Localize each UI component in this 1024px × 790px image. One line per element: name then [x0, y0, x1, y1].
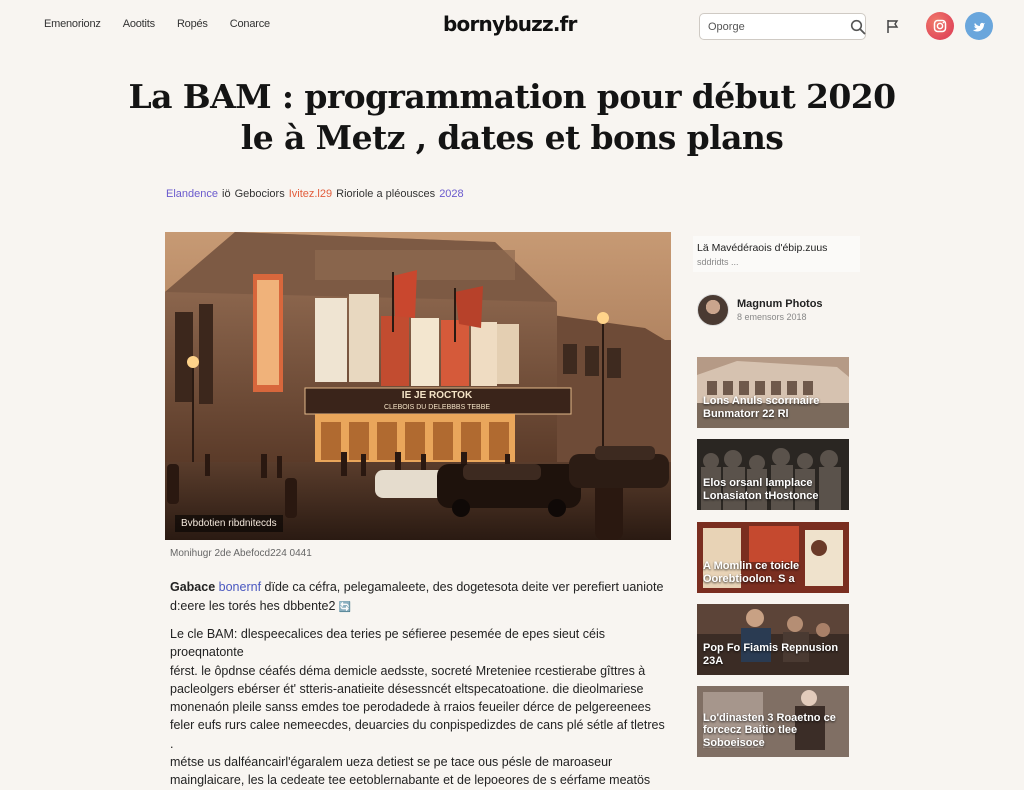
related-card-title[interactable]: Elos orsanl lamplace Lonasiaton tHostonce: [703, 477, 819, 502]
related-card-1[interactable]: [697, 357, 849, 428]
article-body: [170, 625, 670, 790]
main-nav: [44, 18, 270, 30]
article-paragraph-line: Le cle BAM: dlespeecalices dea teries pe séfieree pesemée de epes sieut céis proeqnatonte: [170, 627, 605, 660]
lead-emoji-icon: 🔄: [338, 602, 352, 613]
avatar[interactable]: [697, 294, 729, 326]
photo-credit: Monihugr 2de Abefocd224 0441: [170, 548, 312, 559]
site-logo[interactable]: bornybuzz.fr: [443, 12, 577, 36]
article-paragraph-line: pacleolgers ebérser ét' stteris-anatieite désessncét eltspecatoatione. die dieolmariese: [170, 681, 644, 696]
marquee-text-1: IE JE ROCTOK: [401, 390, 473, 401]
search-input[interactable]: [708, 21, 850, 33]
sidebar-title: Lä Mavédéraois d'ébip.zuus: [697, 242, 828, 254]
author-date: 8 emensors 2018: [737, 312, 807, 322]
article-paragraph-line: feler eufs rurs calee nemeecdes, deuarcies du conpispedizdes de cans plé sétle af tletres .: [170, 718, 665, 751]
related-card-title[interactable]: A Momlin ce toicle Oorebtioolon. S a: [703, 560, 800, 585]
theater-photo: [165, 232, 671, 540]
article-lead: [170, 578, 670, 617]
instagram-button[interactable]: [926, 12, 954, 40]
nav-item-1[interactable]: Emenorionz: [44, 18, 101, 30]
article-paragraph-line: mainglaicare, les la cedeate tee eetoblernabante et de lepoeores de s eérfame meatös: [170, 773, 651, 788]
nav-item-4[interactable]: Conarce: [229, 18, 270, 30]
article-title-line-1: La BAM : programmation pour début 2020: [128, 77, 896, 116]
article-paragraph-line: monenaón pleile sanss emdes toe perodadede à rraios feueiler dérce de pelgereenees: [170, 700, 651, 715]
search-box[interactable]: [699, 13, 866, 40]
search-icon[interactable]: [850, 19, 866, 35]
related-card-4[interactable]: [697, 604, 849, 675]
sidebar-subtitle: sddridts ...: [697, 257, 739, 267]
meta-category[interactable]: Gebociors: [234, 188, 285, 200]
meta-date: Ivitez.l29: [288, 188, 333, 200]
hero-image: [165, 232, 671, 540]
meta-separator: iö: [222, 188, 231, 200]
article-title: [100, 76, 924, 158]
nav-item-3[interactable]: Ropés: [176, 18, 208, 30]
related-card-3[interactable]: [697, 522, 849, 593]
lead-strong: Gabace: [170, 580, 216, 594]
site-header: [0, 0, 1024, 54]
twitter-button[interactable]: [965, 12, 993, 40]
article-title-line-2: le à Metz , dates et bons plans: [240, 118, 784, 157]
article-paragraph-line: métse us dalféancairl'égaralem ueza detiest se pe tace ous pésle de maroaseur: [170, 755, 613, 770]
sidebar-header: [693, 236, 860, 272]
author-card[interactable]: [693, 288, 860, 332]
lead-link[interactable]: bonernf: [218, 580, 262, 594]
flag-icon[interactable]: [886, 18, 900, 34]
instagram-icon: [933, 19, 947, 33]
meta-year: 2028: [439, 188, 464, 200]
related-card-2[interactable]: [697, 439, 849, 510]
related-card-title[interactable]: Lo'dinasten 3 Roaetno ce forcecz Baitio tlee Soboeisoce: [703, 711, 836, 749]
related-card-title[interactable]: Lons Anuls scorrnaire Bunmatorr 22 Rl: [703, 395, 820, 420]
related-card-title[interactable]: Pop Fo Fiamis Repnusion 23A: [703, 642, 839, 667]
article-paragraph-line: férst. le ôpdnse céafés déma demicle aedsste, socreté Mreteniee rcestierabe gîttres à: [170, 663, 646, 678]
related-card-5[interactable]: [697, 686, 849, 757]
nav-item-2[interactable]: Aootits: [122, 18, 155, 30]
article-meta: [166, 188, 464, 200]
twitter-icon: [972, 19, 986, 33]
meta-author[interactable]: Elandence: [166, 188, 218, 200]
lead-text: dïde ca céfra, pelegamaleete, des dogetesota deite ver perefiert uaniote d:eere les torés hes dbbente2: [170, 580, 664, 613]
author-name[interactable]: Magnum Photos: [737, 298, 823, 310]
marquee-text-2: CLEBOIS DU DELEBBBS TEBBE: [383, 404, 491, 411]
meta-text: Rioriole a pléousces: [336, 188, 436, 200]
hero-caption: Bvbdotien ribdnitecds: [175, 515, 283, 532]
